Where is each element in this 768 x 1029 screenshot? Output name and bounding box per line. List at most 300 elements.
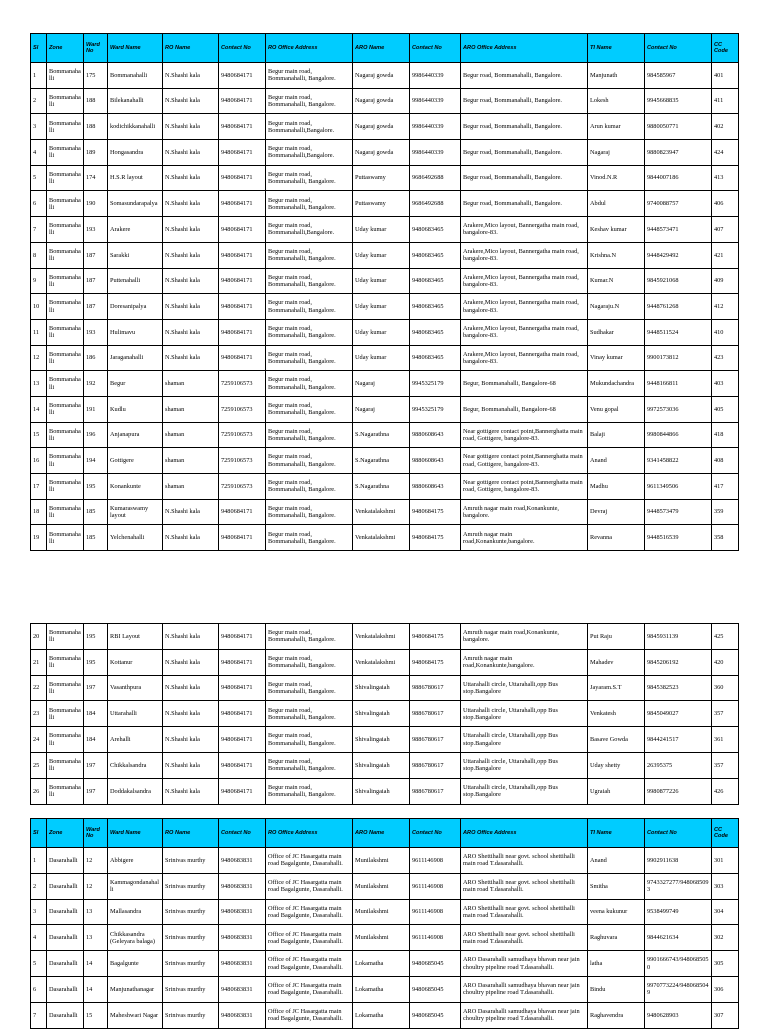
ward-no-cell: 174 [84,165,108,191]
ti-contact-cell: 9611349506 [645,474,712,500]
table-row [31,319,739,345]
ti-contact-cell: 9970773224/9480685049 [645,976,712,1002]
sl-cell: 1 [31,848,47,874]
zone-cell: Dasarahalli [47,925,84,951]
ward-name-cell: Gottigere [108,448,163,474]
ro-contact-cell: 9480683831 [219,848,266,874]
aro-contact-cell: 9480683465 [410,345,461,371]
aro-office-address-cell: ARO Dasarahalli samudhaya bhavan near jain choultry pipeline road T.dasarahalli. [461,1002,588,1028]
table-row [31,217,739,243]
ro-name-cell: N.Shashi kala [163,525,219,551]
ro-contact-cell: 9480684171 [219,752,266,778]
ro-contact-cell: 9480683831 [219,1002,266,1028]
table-row [31,396,739,422]
ti-contact-cell: 9538499749 [645,899,712,925]
sl-cell: 1 [31,63,47,89]
ro-office-address-cell: Begur main road, Bommanahalli,Bangalore. [266,114,353,140]
sl-cell: 7 [31,1002,47,1028]
ward-no-cell: 188 [84,114,108,140]
aro-contact-cell: 9886780617 [410,675,461,701]
sl-cell: 25 [31,752,47,778]
aro-contact-cell: 9611146908 [410,899,461,925]
column-header-aro-contact: Contact No [410,34,461,63]
ti-contact-cell: 9880823947 [645,140,712,166]
ti-name-cell: Raghavendra [588,1002,645,1028]
ro-office-address-cell: Office of JC Hasargatta main road Bagalgunte, Dasarahalli. [266,976,353,1002]
ti-contact-cell: 9900173812 [645,345,712,371]
ro-office-address-cell: Begur main road, Bommanahalli, Bangalore. [266,345,353,371]
cc-code-cell: 357 [712,701,739,727]
ro-office-address-cell: Begur main road, Bommanahalli, Bangalore. [266,191,353,217]
column-header-ti-contact: Contact No [645,819,712,848]
table-row [31,114,739,140]
aro-name-cell: Uday kumar [353,345,410,371]
cc-code-cell: 426 [712,778,739,804]
aro-office-address-cell: Amruth nagar main road,Konankunte,bangalore. [461,525,588,551]
aro-name-cell: Venkatalakshmi [353,499,410,525]
ro-contact-cell: 9480683831 [219,899,266,925]
column-header-ro-office-address: RO Office Address [266,34,353,63]
aro-contact-cell: 9480685045 [410,951,461,977]
ro-contact-cell: 9480683831 [219,951,266,977]
ro-name-cell: N.Shashi kala [163,217,219,243]
ward-no-cell: 196 [84,422,108,448]
ward-no-cell: 197 [84,778,108,804]
ro-office-address-cell: Begur main road, Bommanahalli, Bangalore. [266,448,353,474]
cc-code-cell: 357 [712,752,739,778]
zone-cell: Bommanahalli [47,294,84,320]
aro-name-cell: Lokamatha [353,951,410,977]
cc-code-cell: 307 [712,1002,739,1028]
ro-contact-cell: 9480684171 [219,140,266,166]
ward-name-cell: Doddakalsandra [108,778,163,804]
ward-no-cell: 187 [84,294,108,320]
ward-name-cell: Jaraganahalli [108,345,163,371]
sl-cell: 4 [31,925,47,951]
aro-office-address-cell: Amruth nagar main road,Konankunte,bangalore. [461,649,588,675]
sl-cell: 10 [31,294,47,320]
ti-name-cell: Raghuvara [588,925,645,951]
ro-office-address-cell: Office of JC Hasargatta main road Bagalgunte, Dasarahalli. [266,873,353,899]
aro-office-address-cell: Uttarahalli circle, Uttarahalli,opp Bus stop.Bangalore [461,752,588,778]
aro-contact-cell: 9480684175 [410,499,461,525]
ti-contact-cell: 26395375 [645,752,712,778]
ti-contact-cell: 9845049027 [645,701,712,727]
ti-name-cell: Anand [588,848,645,874]
ro-office-address-cell: Begur main road, Bommanahalli, Bangalore. [266,88,353,114]
table-row [31,88,739,114]
table-row [31,675,739,701]
ro-contact-cell: 9480684171 [219,701,266,727]
ward-name-cell: Bagalgunte [108,951,163,977]
aro-name-cell: Venkatalakshmi [353,649,410,675]
ro-contact-cell: 9480684171 [219,165,266,191]
ti-name-cell: Put Raju [588,624,645,650]
ro-office-address-cell: Begur main road, Bommanahalli, Bangalore. [266,371,353,397]
column-header-ti-contact: Contact No [645,34,712,63]
aro-office-address-cell: ARO Shettihalli near govt. school shettihalli main road T.dasarahalli. [461,848,588,874]
sl-cell: 16 [31,448,47,474]
zone-cell: Bommanahalli [47,140,84,166]
cc-code-cell: 304 [712,899,739,925]
column-header-zone: Zone [47,819,84,848]
column-header-ward-name: Ward Name [108,819,163,848]
aro-contact-cell: 9480684175 [410,624,461,650]
ti-contact-cell: 9448516539 [645,525,712,551]
ti-name-cell: Vinod.N.R [588,165,645,191]
ro-contact-cell: 7259106573 [219,371,266,397]
ward-no-cell: 186 [84,345,108,371]
ti-name-cell: Anand [588,448,645,474]
ward-no-cell: 187 [84,268,108,294]
ro-name-cell: N.Shashi kala [163,88,219,114]
ro-name-cell: Srinivas murthy [163,873,219,899]
aro-name-cell: Shivalingaiah [353,752,410,778]
sl-cell: 9 [31,268,47,294]
ro-name-cell: shaman [163,448,219,474]
aro-office-address-cell: Uttarahalli circle, Uttarahalli,opp Bus stop.Bangalore [461,727,588,753]
ti-contact-cell: 9480628903 [645,1002,712,1028]
column-header-aro-name: ARO Name [353,34,410,63]
ro-office-address-cell: Office of JC Hasargatta main road Bagalgunte, Dasarahalli. [266,1002,353,1028]
ti-name-cell: Lokesh [588,88,645,114]
ro-office-address-cell: Office of JC Hasargatta main road Bagalgunte, Dasarahalli. [266,848,353,874]
aro-office-address-cell: Begur road, Bommanahalli, Bangalore. [461,191,588,217]
ward-no-cell: 189 [84,140,108,166]
aro-office-address-cell: ARO Dasarahalli samudhaya bhavan near jain choultry pipeline road T.dasarahalli. [461,951,588,977]
ro-contact-cell: 9480684171 [219,268,266,294]
aro-name-cell: Uday kumar [353,217,410,243]
zone-cell: Bommanahalli [47,525,84,551]
ward-no-cell: 193 [84,217,108,243]
ro-name-cell: N.Shashi kala [163,165,219,191]
ward-no-cell: 197 [84,675,108,701]
zone-cell: Bommanahalli [47,474,84,500]
sl-cell: 17 [31,474,47,500]
table-row [31,268,739,294]
cc-code-cell: 421 [712,242,739,268]
zone-cell: Bommanahalli [47,448,84,474]
aro-office-address-cell: Uttarahalli circle, Uttarahalli,opp Bus stop.Bangalore [461,778,588,804]
ti-name-cell: Smitha [588,873,645,899]
column-header-aro-office-address: ARO Office Address [461,819,588,848]
aro-name-cell: Munilakshmi [353,873,410,899]
zone-cell: Bommanahalli [47,499,84,525]
ward-no-cell: 13 [84,925,108,951]
ti-name-cell: Venu gopal [588,396,645,422]
aro-name-cell: Uday kumar [353,294,410,320]
table-row [31,752,739,778]
aro-office-address-cell: Near gottigere contact point,Bannerghatta main road, Gottigere, bangalore-83. [461,474,588,500]
column-header-ward-no: Ward No [84,819,108,848]
cc-code-cell: 306 [712,976,739,1002]
ward-name-cell: kodichikkanahalli [108,114,163,140]
sl-cell: 11 [31,319,47,345]
ti-name-cell: latha [588,951,645,977]
cc-code-cell: 358 [712,525,739,551]
cc-code-cell: 409 [712,268,739,294]
column-header-ro-name: RO Name [163,34,219,63]
aro-name-cell: Nagaraj gowda [353,140,410,166]
ro-contact-cell: 9480684171 [219,778,266,804]
aro-office-address-cell: Arakere,Mico layout, Bannergatha main road, bangalore-83. [461,268,588,294]
ro-contact-cell: 7259106573 [219,474,266,500]
zone-cell: Bommanahalli [47,422,84,448]
ro-name-cell: Srinivas murthy [163,848,219,874]
zone-cell: Dasarahalli [47,848,84,874]
zone-cell: Dasarahalli [47,976,84,1002]
cc-code-cell: 423 [712,345,739,371]
zone-cell: Bommanahalli [47,63,84,89]
ro-name-cell: shaman [163,422,219,448]
aro-office-address-cell: Begur road, Bommanahalli, Bangalore. [461,88,588,114]
ti-name-cell: Abdul [588,191,645,217]
aro-office-address-cell: Begur, Bommanahalli, Bangalore-68 [461,371,588,397]
aro-contact-cell: 9880608643 [410,474,461,500]
aro-office-address-cell: Begur road, Bommanahalli, Bangalore. [461,165,588,191]
sl-cell: 5 [31,951,47,977]
column-header-cc-code: CC Code [712,819,739,848]
ro-office-address-cell: Begur main road, Bommanahalli, Bangalore. [266,525,353,551]
ti-contact-cell: 9845382523 [645,675,712,701]
zone-cell: Bommanahalli [47,727,84,753]
ro-contact-cell: 9480684171 [219,191,266,217]
zone-cell: Bommanahalli [47,242,84,268]
zone-cell: Dasarahalli [47,951,84,977]
ti-contact-cell: 9945668835 [645,88,712,114]
table-row [31,345,739,371]
ward-name-cell: Bilekanahalli [108,88,163,114]
ro-name-cell: Srinivas murthy [163,951,219,977]
aro-name-cell: Lokamatha [353,976,410,1002]
sl-cell: 21 [31,649,47,675]
table-row [31,778,739,804]
ro-name-cell: Srinivas murthy [163,925,219,951]
aro-contact-cell: 9480683465 [410,268,461,294]
table-row [31,371,739,397]
ro-contact-cell: 9480684171 [219,649,266,675]
ward-name-cell: Arakere [108,217,163,243]
ti-contact-cell: 9972573036 [645,396,712,422]
aro-office-address-cell: ARO Shettihalli near govt. school shettihalli main road T.dasarahalli. [461,899,588,925]
cc-code-cell: 412 [712,294,739,320]
aro-name-cell: Nagaraj [353,396,410,422]
ward-name-cell: Puttenahalli [108,268,163,294]
ro-office-address-cell: Begur main road, Bommanahalli, Bangalore. [266,63,353,89]
ro-contact-cell: 9480683831 [219,925,266,951]
table-row [31,499,739,525]
aro-contact-cell: 9986440339 [410,140,461,166]
ti-contact-cell: 984585967 [645,63,712,89]
cc-code-cell: 401 [712,63,739,89]
ro-name-cell: N.Shashi kala [163,268,219,294]
aro-name-cell: Shivalingaiah [353,727,410,753]
ti-contact-cell: 9448573471 [645,217,712,243]
ro-name-cell: shaman [163,474,219,500]
ward-no-cell: 12 [84,873,108,899]
sl-cell: 15 [31,422,47,448]
table-row [31,727,739,753]
ti-name-cell: Mahadev [588,649,645,675]
column-header-aro-contact: Contact No [410,819,461,848]
ti-contact-cell: 9448511524 [645,319,712,345]
zone-cell: Bommanahalli [47,675,84,701]
aro-name-cell: Venkatalakshmi [353,525,410,551]
sl-cell: 19 [31,525,47,551]
column-header-ti-name: TI Name [588,34,645,63]
sl-cell: 8 [31,242,47,268]
ti-name-cell: Revanna [588,525,645,551]
ward-name-cell: Chikkalsandra [108,752,163,778]
ro-office-address-cell: Begur main road, Bommanahalli,Bangalore. [266,140,353,166]
ti-name-cell: Nagaraju.N [588,294,645,320]
aro-office-address-cell: Amruth nagar main road,Konankunte, bangalore. [461,624,588,650]
sl-cell: 24 [31,727,47,753]
ro-name-cell: shaman [163,371,219,397]
zone-cell: Bommanahalli [47,396,84,422]
ti-name-cell: Balaji [588,422,645,448]
table-row [31,848,739,874]
column-header-ro-contact: Contact No [219,34,266,63]
ro-contact-cell: 9480684171 [219,624,266,650]
aro-office-address-cell: Arakere,Mico layout, Bannergatha main road, bangalore-83. [461,294,588,320]
ti-name-cell: Arun kumar [588,114,645,140]
sl-cell: 2 [31,873,47,899]
aro-name-cell: Shivalingaiah [353,701,410,727]
ti-contact-cell: 9845931139 [645,624,712,650]
ti-contact-cell: 9901666743/9480685050 [645,951,712,977]
ro-contact-cell: 9480683831 [219,873,266,899]
ward-table-bommanahalli-part-2 [30,623,739,805]
aro-contact-cell: 9480685045 [410,976,461,1002]
ward-no-cell: 195 [84,649,108,675]
ward-no-cell: 185 [84,499,108,525]
sl-cell: 14 [31,396,47,422]
ti-contact-cell: 9980844866 [645,422,712,448]
ward-no-cell: 14 [84,976,108,1002]
ward-no-cell: 195 [84,474,108,500]
ro-contact-cell: 9480684171 [219,294,266,320]
column-header-ro-name: RO Name [163,819,219,848]
aro-contact-cell: 9611146908 [410,848,461,874]
ro-name-cell: N.Shashi kala [163,701,219,727]
table-row [31,474,739,500]
ro-name-cell: N.Shashi kala [163,114,219,140]
ro-office-address-cell: Begur main road, Bommanahalli, Bangalore. [266,624,353,650]
ward-name-cell: Yelchenahalli [108,525,163,551]
ro-name-cell: Srinivas murthy [163,899,219,925]
ro-office-address-cell: Begur main road, Bommanahalli, Bangalore. [266,499,353,525]
aro-contact-cell: 9480683465 [410,294,461,320]
aro-office-address-cell: ARO Shettihalli near govt. school shettihalli main road T.dasarahalli. [461,925,588,951]
sl-cell: 4 [31,140,47,166]
aro-contact-cell: 9686492688 [410,165,461,191]
ward-no-cell: 185 [84,525,108,551]
ro-contact-cell: 9480684171 [219,727,266,753]
ward-name-cell: RBI Layout [108,624,163,650]
aro-contact-cell: 9945325179 [410,396,461,422]
ward-table-dasarahalli [30,818,739,1029]
ti-name-cell: Kumar.N [588,268,645,294]
aro-name-cell: Uday kumar [353,242,410,268]
ward-no-cell: 14 [84,951,108,977]
aro-name-cell: Shivalingaiah [353,675,410,701]
ward-name-cell: Somasundarapalya [108,191,163,217]
table-row [31,63,739,89]
column-header-cc-code: CC Code [712,34,739,63]
ward-name-cell: Sarakki [108,242,163,268]
ro-contact-cell: 9480684171 [219,345,266,371]
aro-name-cell: Munilakshmi [353,899,410,925]
aro-contact-cell: 9986440339 [410,114,461,140]
ro-office-address-cell: Begur main road, Bommanahalli, Bangalore. [266,242,353,268]
aro-contact-cell: 9480683465 [410,217,461,243]
ward-no-cell: 191 [84,396,108,422]
cc-code-cell: 420 [712,649,739,675]
table-row [31,448,739,474]
cc-code-cell: 407 [712,217,739,243]
ward-no-cell: 193 [84,319,108,345]
ti-contact-cell: 9880050771 [645,114,712,140]
ward-no-cell: 184 [84,727,108,753]
cc-code-cell: 417 [712,474,739,500]
cc-code-cell: 402 [712,114,739,140]
ti-contact-cell: 9448573479 [645,499,712,525]
ti-name-cell: Venkatesh [588,701,645,727]
column-header-ro-office-address: RO Office Address [266,819,353,848]
ro-contact-cell: 9480684171 [219,525,266,551]
table-row [31,976,739,1002]
sl-cell: 6 [31,976,47,1002]
zone-cell: Bommanahalli [47,752,84,778]
cc-code-cell: 413 [712,165,739,191]
ward-name-cell: Konankunte [108,474,163,500]
table-row [31,899,739,925]
aro-contact-cell: 9886780617 [410,727,461,753]
ro-name-cell: N.Shashi kala [163,727,219,753]
ro-office-address-cell: Begur main road, Bommanahalli, Bangalore. [266,396,353,422]
ro-name-cell: N.Shashi kala [163,294,219,320]
ti-contact-cell: 9844007186 [645,165,712,191]
zone-cell: Dasarahalli [47,873,84,899]
ro-office-address-cell: Begur main road, Bommanahalli, Bangalore. [266,319,353,345]
aro-office-address-cell: Amruth nagar main road,Konankunte, bangalore. [461,499,588,525]
ro-name-cell: N.Shashi kala [163,499,219,525]
sl-cell: 13 [31,371,47,397]
ro-contact-cell: 9480684171 [219,319,266,345]
column-header-zone: Zone [47,34,84,63]
ro-contact-cell: 9480683831 [219,976,266,1002]
ward-name-cell: Chikkasandra (Geleyara balaga) [108,925,163,951]
ro-name-cell: N.Shashi kala [163,778,219,804]
ti-name-cell: Sudhakar [588,319,645,345]
ward-no-cell: 190 [84,191,108,217]
ro-office-address-cell: Begur main road, Bommanahalli, Bangalore. [266,422,353,448]
aro-contact-cell: 9480683465 [410,242,461,268]
cc-code-cell: 360 [712,675,739,701]
ro-name-cell: Srinivas murthy [163,976,219,1002]
aro-office-address-cell: Arakere,Mico layout, Bannergatha main road, bangalore-83. [461,345,588,371]
column-header-ward-name: Ward Name [108,34,163,63]
ti-contact-cell: 9448429492 [645,242,712,268]
ward-no-cell: 15 [84,1002,108,1028]
zone-cell: Dasarahalli [47,899,84,925]
ti-contact-cell: 9845921068 [645,268,712,294]
ro-office-address-cell: Begur main road, Bommanahalli, Bangalore. [266,268,353,294]
ti-name-cell: Bindu [588,976,645,1002]
sl-cell: 6 [31,191,47,217]
ward-name-cell: Maheshwari Nagar [108,1002,163,1028]
